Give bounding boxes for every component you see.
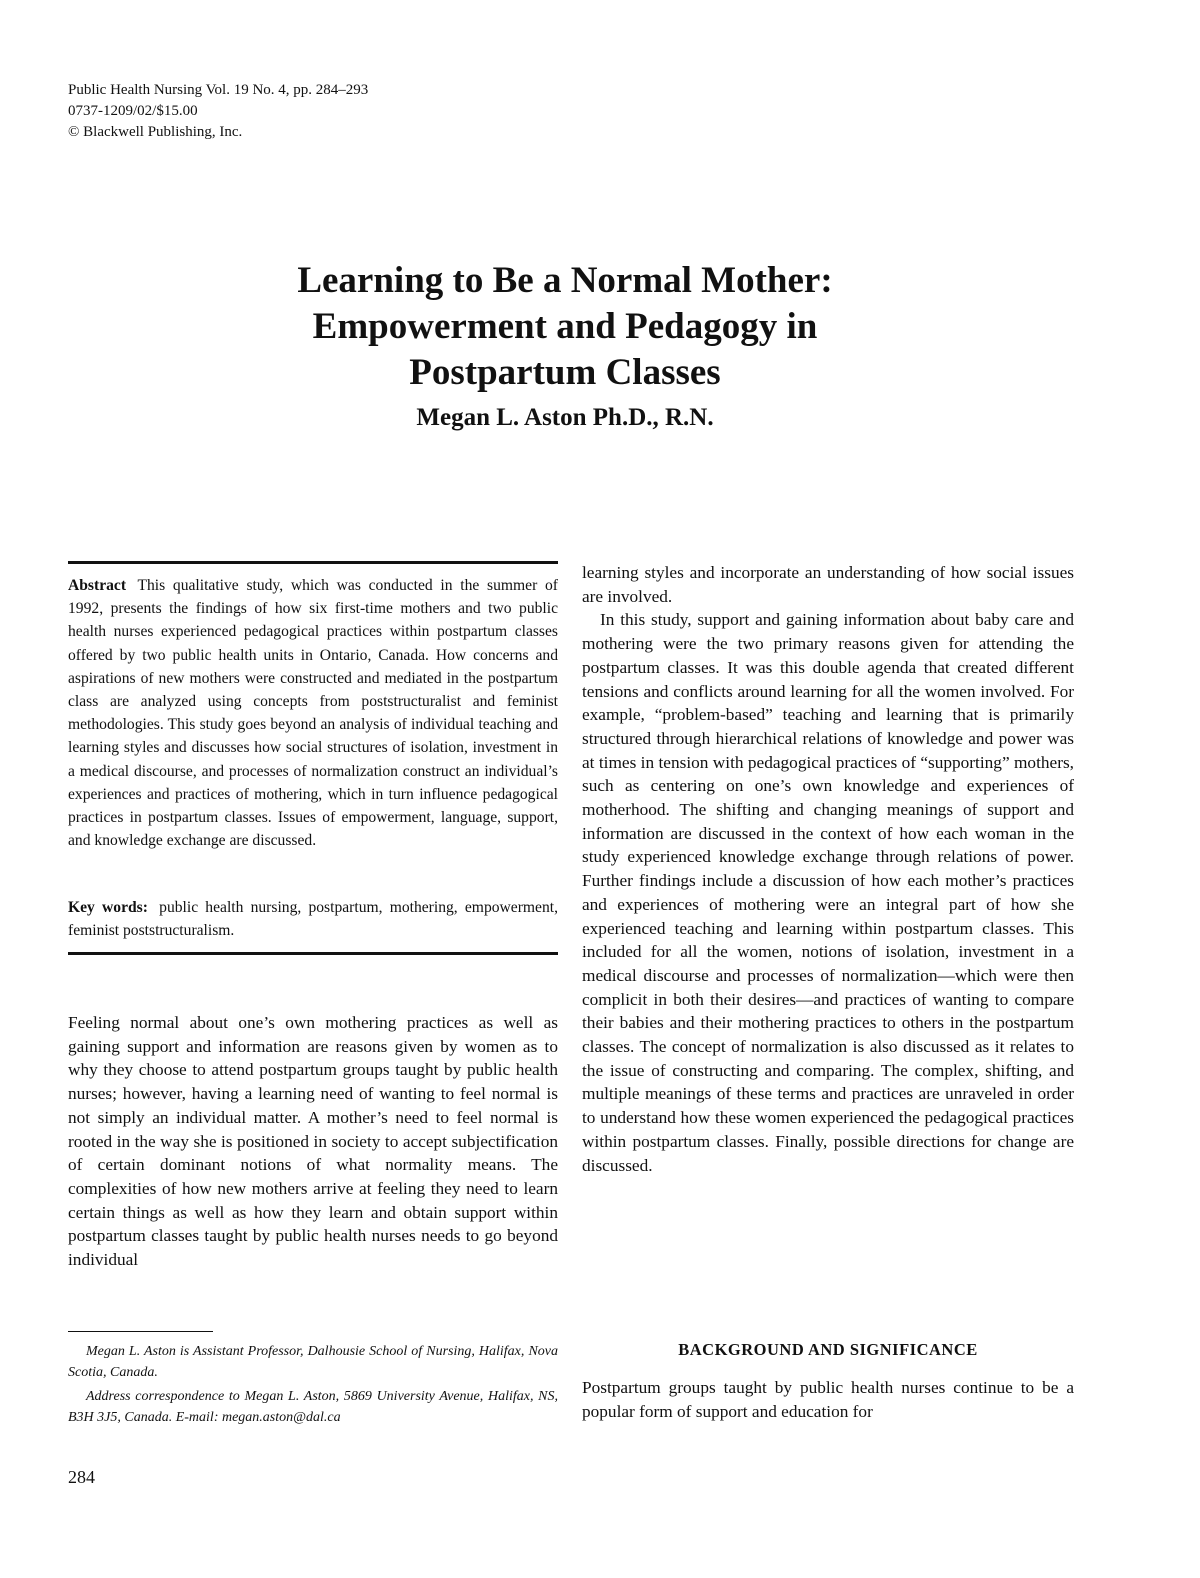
footnotes	[68, 1341, 558, 1431]
body-right-column	[582, 561, 1074, 1177]
article-title-block	[0, 258, 1130, 434]
keywords-text: public health nursing, postpartum, mothering, empowerment, feminist poststructuralism.	[68, 899, 558, 940]
page-number: 284	[68, 1467, 95, 1487]
article-title-line-3: Postpartum Classes	[409, 352, 721, 393]
article-author: Megan L. Aston Ph.D., R.N.	[416, 404, 714, 431]
abstract-text: This qualitative study, which was conducted in the summer of 1992, presents the findings of how six first-time mothers and two public health nurses experienced pedagogical practices within postpartum classes offered by two public health units in Ontario, Canada. How concerns and aspirations of new mothers were constructed and mediated in the postpartum class are analyzed using concepts from poststructuralist and feminist methodologies. This study goes beyond an analysis of individual teaching and learning styles and discusses how social structures of isolation, investment in a medical discourse, and processes of normalization construct an individual’s experiences and practices of mothering, which in turn influence pedagogical practices in postpartum classes. Issues of empowerment, language, support, and knowledge exchange are discussed.	[68, 577, 558, 850]
abstract-label: Abstract	[68, 577, 127, 594]
body-paragraph: Postpartum groups taught by public health nurses continue to be a popular form of support and education for	[582, 1378, 1074, 1421]
abstract-bottom-rule	[68, 952, 558, 955]
journal-copyright-line: © Blackwell Publishing, Inc.	[68, 124, 243, 140]
body-paragraph: Feeling normal about one’s own mothering practices as well as gaining support and information are reasons given by women as to why they choose to attend postpartum groups taught by public health nurses; however, having a learning need of wanting to feel normal is not simply an individual matter. A mother’s need to feel normal is rooted in the way she is positioned in society to accept subjectification of certain dominant notions of what normality means. The complexities of how new mothers arrive at feeling they need to learn certain things as well as how they learn and obtain support within postpartum classes taught by public health nurses needs to go beyond individual	[68, 1013, 558, 1270]
journal-issn-line: 0737-1209/02/$15.00	[68, 103, 198, 119]
body-paragraph: In this study, support and gaining information about baby care and mothering were the two primary reasons given for attending the postpartum classes. It was this double agenda that created different tensions and conflicts around learning for all the women involved. For example, “problem-based” teaching and learning that is primarily structured through hierarchical relations of knowledge and power was at times in tension with pedagogical practices of “supporting” mothers, such as centering on one’s own knowledge and experiences of motherhood. The shifting and changing meanings of support and information are discussed in the context of how each woman in the study experienced knowledge exchange through relations of power. Further findings include a discussion of how each mother’s practices and experiences of mothering were an integral part of how she experienced teaching and learning within postpartum classes. This included for all the women, notions of isolation, investment in a medical discourse and processes of normalization—which were then complicit in both their desires—and practices of wanting to compare their babies and their mothering practices to others in the postpartum classes. The concept of normalization is also discussed as it relates to the issue of constructing and comparing. The complex, shifting, and multiple meanings of these terms and practices are unraveled in order to understand how these women experienced the pedagogical practices within postpartum classes. Finally, possible directions for change are discussed.	[582, 610, 1074, 1175]
body-paragraph: learning styles and incorporate an understanding of how social issues are involved.	[582, 563, 1074, 606]
body-left-column	[68, 1011, 558, 1272]
section-heading: BACKGROUND AND SIGNIFICANCE	[678, 1340, 978, 1359]
article-title-line-2: Empowerment and Pedagogy in	[312, 306, 818, 347]
journal-citation	[68, 80, 368, 143]
footnote-rule	[68, 1331, 213, 1332]
footnote-author-affiliation: Megan L. Aston is Assistant Professor, Dalhousie School of Nursing, Halifax, Nova Scotia, Canada.	[68, 1344, 558, 1380]
journal-volume-line: Public Health Nursing Vol. 19 No. 4, pp. 284–293	[68, 82, 369, 98]
body-right-column-continued	[582, 1376, 1074, 1423]
article-title-line-1: Learning to Be a Normal Mother:	[297, 260, 833, 301]
footnote-correspondence: Address correspondence to Megan L. Aston, 5869 University Avenue, Halifax, NS, B3H 3J5, Canada. E-mail: megan.aston@dal.ca	[68, 1389, 558, 1425]
abstract	[68, 574, 558, 852]
keywords-label: Key words:	[68, 899, 148, 916]
keywords	[68, 896, 558, 942]
abstract-top-rule	[68, 561, 558, 564]
